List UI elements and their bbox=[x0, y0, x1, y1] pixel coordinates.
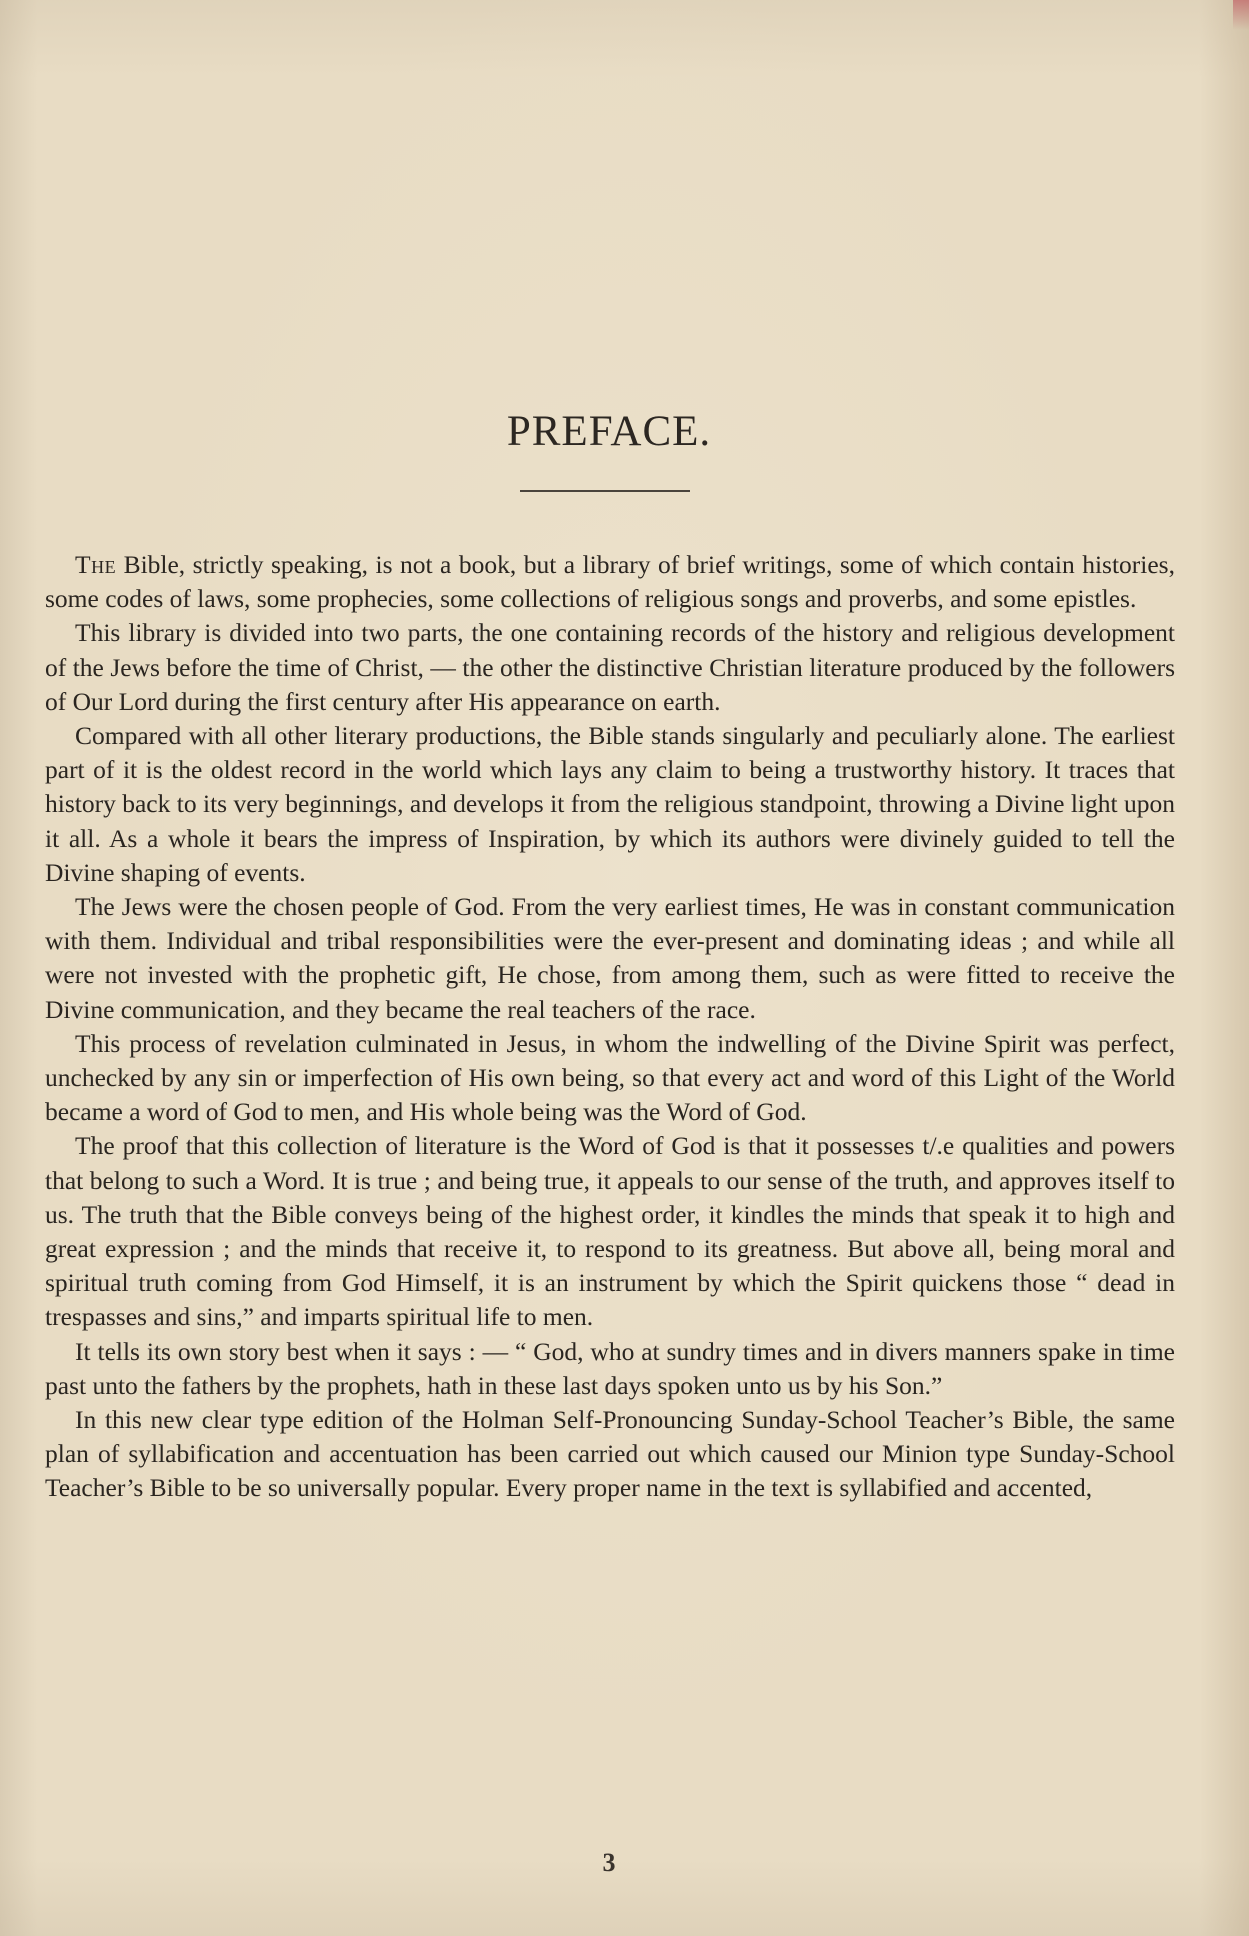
paragraph-2 bbox=[45, 616, 1175, 719]
paragraph-5-text: This process of revelation culminated in Jesus, in whom the indwelling of the Divine Spirit was perfect, unchecked by any sin or imperfection of His own being, so that every act and word of this Light of the World became a word of God to men, and His whole being was the Word of God. bbox=[45, 1028, 1175, 1127]
page-edge-stain bbox=[1233, 0, 1249, 30]
paragraph-8 bbox=[45, 1403, 1175, 1506]
paragraph-4 bbox=[45, 890, 1175, 1027]
page-title: PREFACE. bbox=[506, 407, 712, 455]
page-number: 3 bbox=[602, 1848, 616, 1877]
title-divider-rule bbox=[520, 490, 690, 492]
paragraph-3-text: Compared with all other literary productions, the Bible stands singularly and peculiarly alone. The earliest part of it is the oldest record in the world which lays any claim to being a trustworthy history. It traces that history back to its very beginnings, and develops it from the religious standpoint, throwing a Divine light upon it all. As a whole it bears the impress of Inspiration, by which its authors were divinely guided to tell the Divine shaping of events. bbox=[45, 721, 1175, 887]
paragraph-5 bbox=[45, 1027, 1175, 1130]
paragraph-1 bbox=[45, 548, 1175, 616]
paragraph-1-lead: The bbox=[75, 550, 117, 579]
paragraph-7 bbox=[45, 1335, 1175, 1403]
paragraph-4-text: The Jews were the chosen people of God. From the very earliest times, He was in constant communication with them. Individual and tribal responsibilities were the ever-present and dominating ideas ; and while all were not invested with the prophetic gift, He chose, from among them, such as were fitted to receive the Divine communication, and they became the real teachers of the race. bbox=[45, 892, 1175, 1024]
paragraph-1-text: Bible, strictly speaking, is not a book, but a library of brief writings, some of which contain histories, some codes of laws, some prophecies, some collections of religious songs and proverbs, and some epistles. bbox=[45, 550, 1175, 614]
preface-body bbox=[45, 548, 1175, 1506]
paragraph-6 bbox=[45, 1129, 1175, 1334]
paragraph-6-text: The proof that this collection of literature is the Word of God is that it possesses t/.e qualities and powers that belong to such a Word. It is true ; and being true, it appeals to our sense of the truth, and approves itself to us. The truth that the Bible conveys being of the highest order, it kindles the minds that speak it to high and great expression ; and the minds that receive it, to respond to its greatness. But above all, being moral and spiritual truth coming from God Himself, it is an instrument by which the Spirit quickens those “ dead in trespasses and sins,” and imparts spiritual life to men. bbox=[45, 1131, 1175, 1332]
paragraph-2-text: This library is divided into two parts, the one containing records of the history and religious development of the Jews before the time of Christ, — the other the distinctive Christian literature produced by the followers of Our Lord during the first century after His appearance on earth. bbox=[45, 618, 1175, 716]
paragraph-7-text: It tells its own story best when it says : — “ God, who at sundry times and in divers manners spake in time past unto the fathers by the prophets, hath in these last days spoken unto us by his Son.” bbox=[45, 1336, 1175, 1400]
paragraph-3 bbox=[45, 719, 1175, 890]
paragraph-8-text: In this new clear type edition of the Holman Self-Pronouncing Sunday-School Teacher’s Bible, the same plan of syllabification and accentuation has been carried out which caused our Minion type Sunday-School Teacher’s Bible to be so universally popular. Every proper name in the text is syllabified and accented, bbox=[45, 1405, 1175, 1503]
